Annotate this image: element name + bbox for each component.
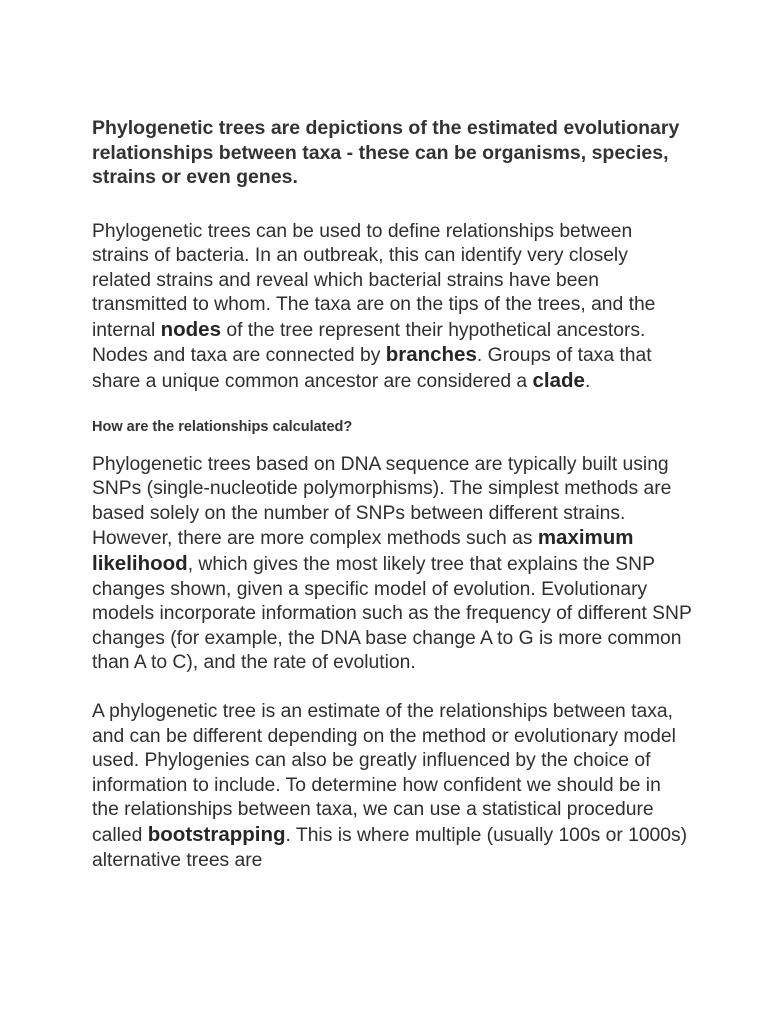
term-bootstrapping: bootstrapping xyxy=(147,822,286,846)
paragraph-text: , which gives the most likely tree that explains the SNP changes shown, given a specific model of evolution. Evolutionary models incorporate information such as the frequency of different SNP changes (for example, the DNA base change A to G is more common than A to C), and the rate of evolution. xyxy=(92,554,692,674)
section-subheading: How are the relationships calculated? xyxy=(92,418,353,435)
lead-statement: Phylogenetic trees are depictions of the estimated evolutionary relationships between taxa - these can be organisms, species, strains or even genes. xyxy=(92,117,680,188)
document-body xyxy=(92,116,692,873)
paragraph-bootstrapping xyxy=(92,700,692,873)
paragraph-text: Phylogenetic trees can be used to define relationships between strains of bacteria. In an outbreak, this can identify very closely related strains and reveal which bacterial strains have been transmitted to whom. The taxa are on the tips of the trees, and the internal xyxy=(92,220,656,341)
paragraph-text: . xyxy=(584,371,591,393)
paragraph-text: of the tree represent their hypothetical ancestors. Nodes and taxa are connected by xyxy=(92,319,646,367)
paragraph-text: A phylogenetic tree is an estimate of the relationships between taxa, and can be different depending on the method or evolutionary model used. Phylogenies can also be greatly influenced by the choice of information to include. To determine how confident we should be in the relationships between taxa, we can use a statistical procedure called xyxy=(92,701,676,846)
paragraph-methods xyxy=(92,453,692,676)
term-branches: branches xyxy=(385,343,477,367)
paragraph-text: Phylogenetic trees based on DNA sequence are typically built using SNPs (single-nucleotide polymorphisms). The simplest methods are based solely on the number of SNPs between different strains. However, there are more complex methods such as xyxy=(92,453,672,550)
term-nodes: nodes xyxy=(160,317,221,341)
term-clade: clade xyxy=(532,369,585,393)
paragraph-text: . This is where multiple (usually 100s or 1000s) alternative trees are xyxy=(92,824,688,871)
paragraph-tree-definitions xyxy=(92,220,692,395)
paragraph-text: . Groups of taxa that share a unique common ancestor are considered a xyxy=(92,345,652,393)
term-maximum-likelihood: maximum likelihood xyxy=(92,526,634,576)
